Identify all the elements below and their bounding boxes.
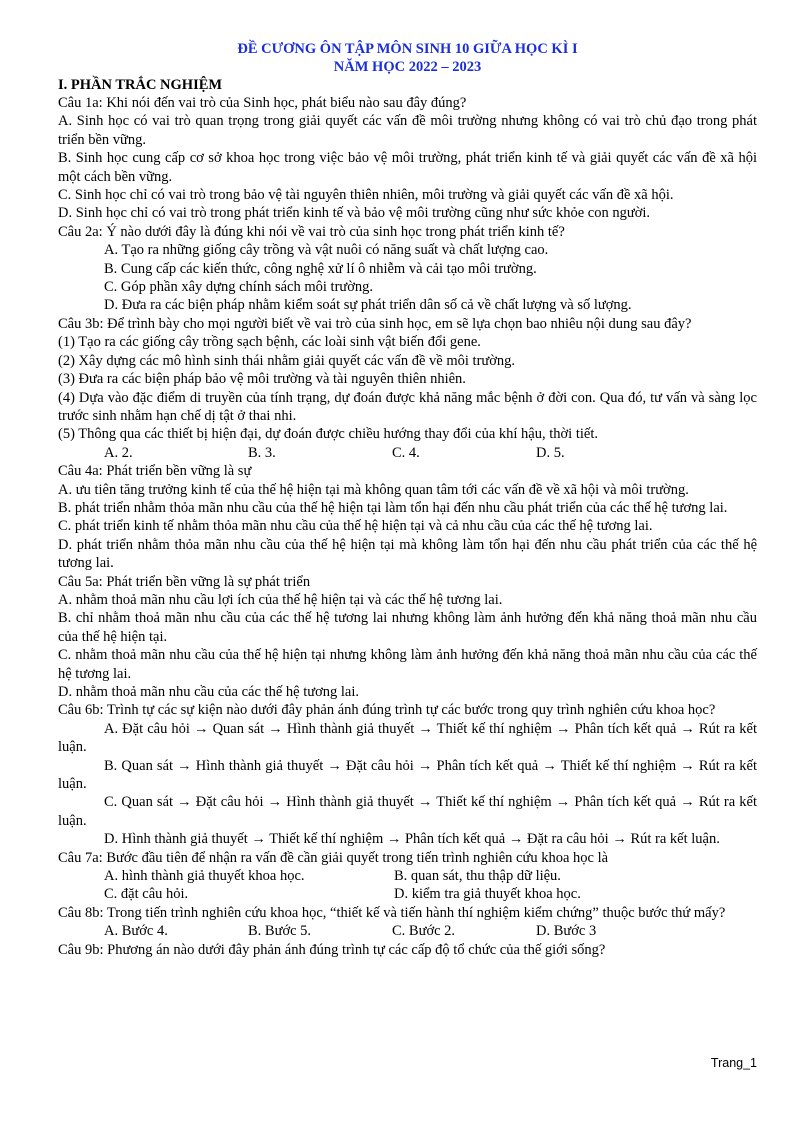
q2-option-d: D. Đưa ra các biện pháp nhằm kiểm soát sự phát triển dân số cả về chất lượng và số lượng.	[104, 297, 632, 314]
q7-option-c: C. đặt câu hỏi.	[104, 886, 189, 903]
q3-option-c: C. 4.	[392, 444, 420, 461]
q3-option-b: B. 3.	[248, 444, 276, 461]
q8-option-b: B. Bước 5.	[248, 923, 312, 940]
document-title: ĐỀ CƯƠNG ÔN TẬP MÔN SINH 10 GIỮA HỌC KÌ I	[237, 41, 578, 57]
q6-option-d: D. Hình thành giả thuyết → Thiết kế thí nghiệm → Phân tích kết quả → Đặt ra câu hỏi → Rút ra kết luận.	[104, 831, 720, 848]
question-6: Câu 6b: Trình tự các sự kiện nào dưới đây phản ánh đúng trình tự các bước trong quy trình nghiên cứu khoa học?	[58, 702, 716, 719]
question-4: Câu 4a: Phát triển bền vững là sự	[58, 463, 252, 480]
q7-option-d: D. kiểm tra giả thuyết khoa học.	[394, 886, 581, 903]
q2-option-a: A. Tạo ra những giống cây trồng và vật nuôi có năng suất và chất lượng cao.	[104, 242, 549, 259]
q2-option-b: B. Cung cấp các kiến thức, công nghệ xử lí ô nhiễm và cải tạo môi trường.	[104, 260, 537, 277]
question-9: Câu 9b: Phương án nào dưới đây phản ánh đúng trình tự các cấp độ tổ chức của thế giới sống?	[58, 941, 606, 958]
question-7: Câu 7a: Bước đầu tiên để nhận ra vấn đề cần giải quyết trong tiến trình nghiên cứu khoa học là	[58, 849, 609, 866]
q6-option-c: C. Quan sát → Đặt câu hỏi → Hình thành giả thuyết → Thiết kế thí nghiệm → Phân tích kết quả → Rút ra kết luận.	[58, 794, 757, 829]
q8-option-c: C. Bước 2.	[392, 923, 456, 940]
question-3: Câu 3b: Để trình bày cho mọi người biết về vai trò của sinh học, em sẽ lựa chọn bao nhiêu nội dung sau đây?	[58, 315, 692, 332]
page-number: Trang_1	[710, 1056, 757, 1070]
section-heading: I. PHẦN TRẮC NGHIỆM	[58, 77, 223, 93]
q8-options	[58, 922, 757, 940]
question-2: Câu 2a: Ý nào dưới đây là đúng khi nói về vai trò của sinh học trong phát triển kinh tế?	[58, 223, 565, 240]
q1-option-a: A. Sinh học có vai trò quan trọng trong giải quyết các vấn đề môi trường nhưng không có vai trò chủ đạo trong phát triển bền vững.	[58, 113, 757, 148]
q1-option-b: B. Sinh học cung cấp cơ sở khoa học trong việc bảo vệ môi trường, phát triển kinh tế và giải quyết các vấn đề xã hội một cách bền vững.	[58, 150, 757, 185]
q2-option-c: C. Góp phần xây dựng chính sách môi trường.	[104, 279, 374, 296]
q4-option-d: D. phát triển nhằm thỏa mãn nhu cầu của thế hệ hiện tại mà không làm tổn hại đến nhu cầu phát triển của các thế hệ tương lai.	[58, 536, 757, 572]
q7-options-row-1	[58, 867, 757, 885]
q5-option-b: B. chỉ nhằm thoả mãn nhu cầu của các thế hệ tương lai nhưng không làm ảnh hưởng đến khả năng thoả mãn nhu cầu của thế hệ hiện tại.	[58, 610, 757, 645]
q1-option-c: C. Sinh học chỉ có vai trò trong bảo vệ tài nguyên thiên nhiên, môi trường và giải quyết các vấn đề xã hội.	[58, 187, 674, 204]
q5-option-c: C. nhằm thoả mãn nhu cầu của thế hệ hiện tại nhưng không làm ảnh hưởng đến khả năng thoả mãn nhu cầu của các thế hệ tương lai.	[58, 647, 757, 682]
question-1: Câu 1a: Khi nói đến vai trò của Sinh học, phát biểu nào sau đây đúng?	[58, 95, 467, 111]
q3-statement-1: (1) Tạo ra các giống cây trồng sạch bệnh, các loài sinh vật biến đổi gene.	[58, 334, 481, 351]
q3-statement-5: (5) Thông qua các thiết bị hiện đại, dự đoán được chiều hướng thay đổi của khí hậu, thời tiết.	[58, 426, 598, 443]
q4-option-b: B. phát triển nhằm thỏa mãn nhu cầu của thế hệ hiện tại làm tổn hại đến nhu cầu phát triển của các thế hệ tương lai.	[58, 499, 728, 516]
q3-statement-4: (4) Dựa vào đặc điểm di truyền của tính trạng, dự đoán được khả năng mắc bệnh ở đời con. Qua đó, tư vấn và sàng lọc trước sinh nhằm hạn chế dị tật ở thai nhi.	[58, 389, 757, 424]
q1-option-d: D. Sinh học chỉ có vai trò trong phát triển kinh tế và bảo vệ môi trường cũng như sức khỏe con người.	[58, 205, 651, 222]
q3-options	[58, 444, 757, 462]
q4-option-c: C. phát triển kinh tế nhằm thỏa mãn nhu cầu của thế hệ hiện tại và cả nhu cầu của các thế hệ tương lai.	[58, 518, 653, 535]
q3-option-a: A. 2.	[104, 444, 133, 461]
q3-option-d: D. 5.	[536, 444, 565, 461]
q7-option-b: B. quan sát, thu thập dữ liệu.	[394, 868, 561, 885]
q3-statement-3: (3) Đưa ra các biện pháp bảo vệ môi trường và tài nguyên thiên nhiên.	[58, 371, 466, 388]
question-5: Câu 5a: Phát triển bền vững là sự phát triển	[58, 573, 311, 590]
q5-option-a: A. nhằm thoả mãn nhu cầu lợi ích của thế hệ hiện tại và các thế hệ tương lai.	[58, 591, 503, 608]
q4-option-a: A. ưu tiên tăng trưởng kinh tế của thế hệ hiện tại mà không quan tâm tới các vấn đề về xã hội và môi trường.	[58, 481, 689, 498]
q5-option-d: D. nhằm thoả mãn nhu cầu của các thế hệ tương lai.	[58, 684, 359, 700]
q3-statement-2: (2) Xây dựng các mô hình sinh thái nhằm giải quyết các vấn đề về môi trường.	[58, 352, 516, 369]
q7-option-a: A. hình thành giả thuyết khoa học.	[104, 868, 305, 885]
question-8: Câu 8b: Trong tiến trình nghiên cứu khoa học, “thiết kế và tiến hành thí nghiệm kiểm chứng” thuộc bước thứ mấy?	[58, 904, 726, 921]
q8-option-d: D. Bước 3	[536, 923, 597, 940]
q6-option-b: B. Quan sát → Hình thành giả thuyết → Đặt câu hỏi → Phân tích kết quả → Thiết kế thí nghiệm → Rút ra kết luận.	[58, 757, 757, 793]
q8-option-a: A. Bước 4.	[104, 923, 168, 940]
q7-options-row-2	[58, 885, 757, 903]
q6-option-a: A. Đặt câu hỏi → Quan sát → Hình thành giả thuyết → Thiết kế thí nghiệm → Phân tích kết quả → Rút ra kết luận.	[58, 720, 757, 756]
school-year: NĂM HỌC 2022 – 2023	[333, 59, 482, 75]
